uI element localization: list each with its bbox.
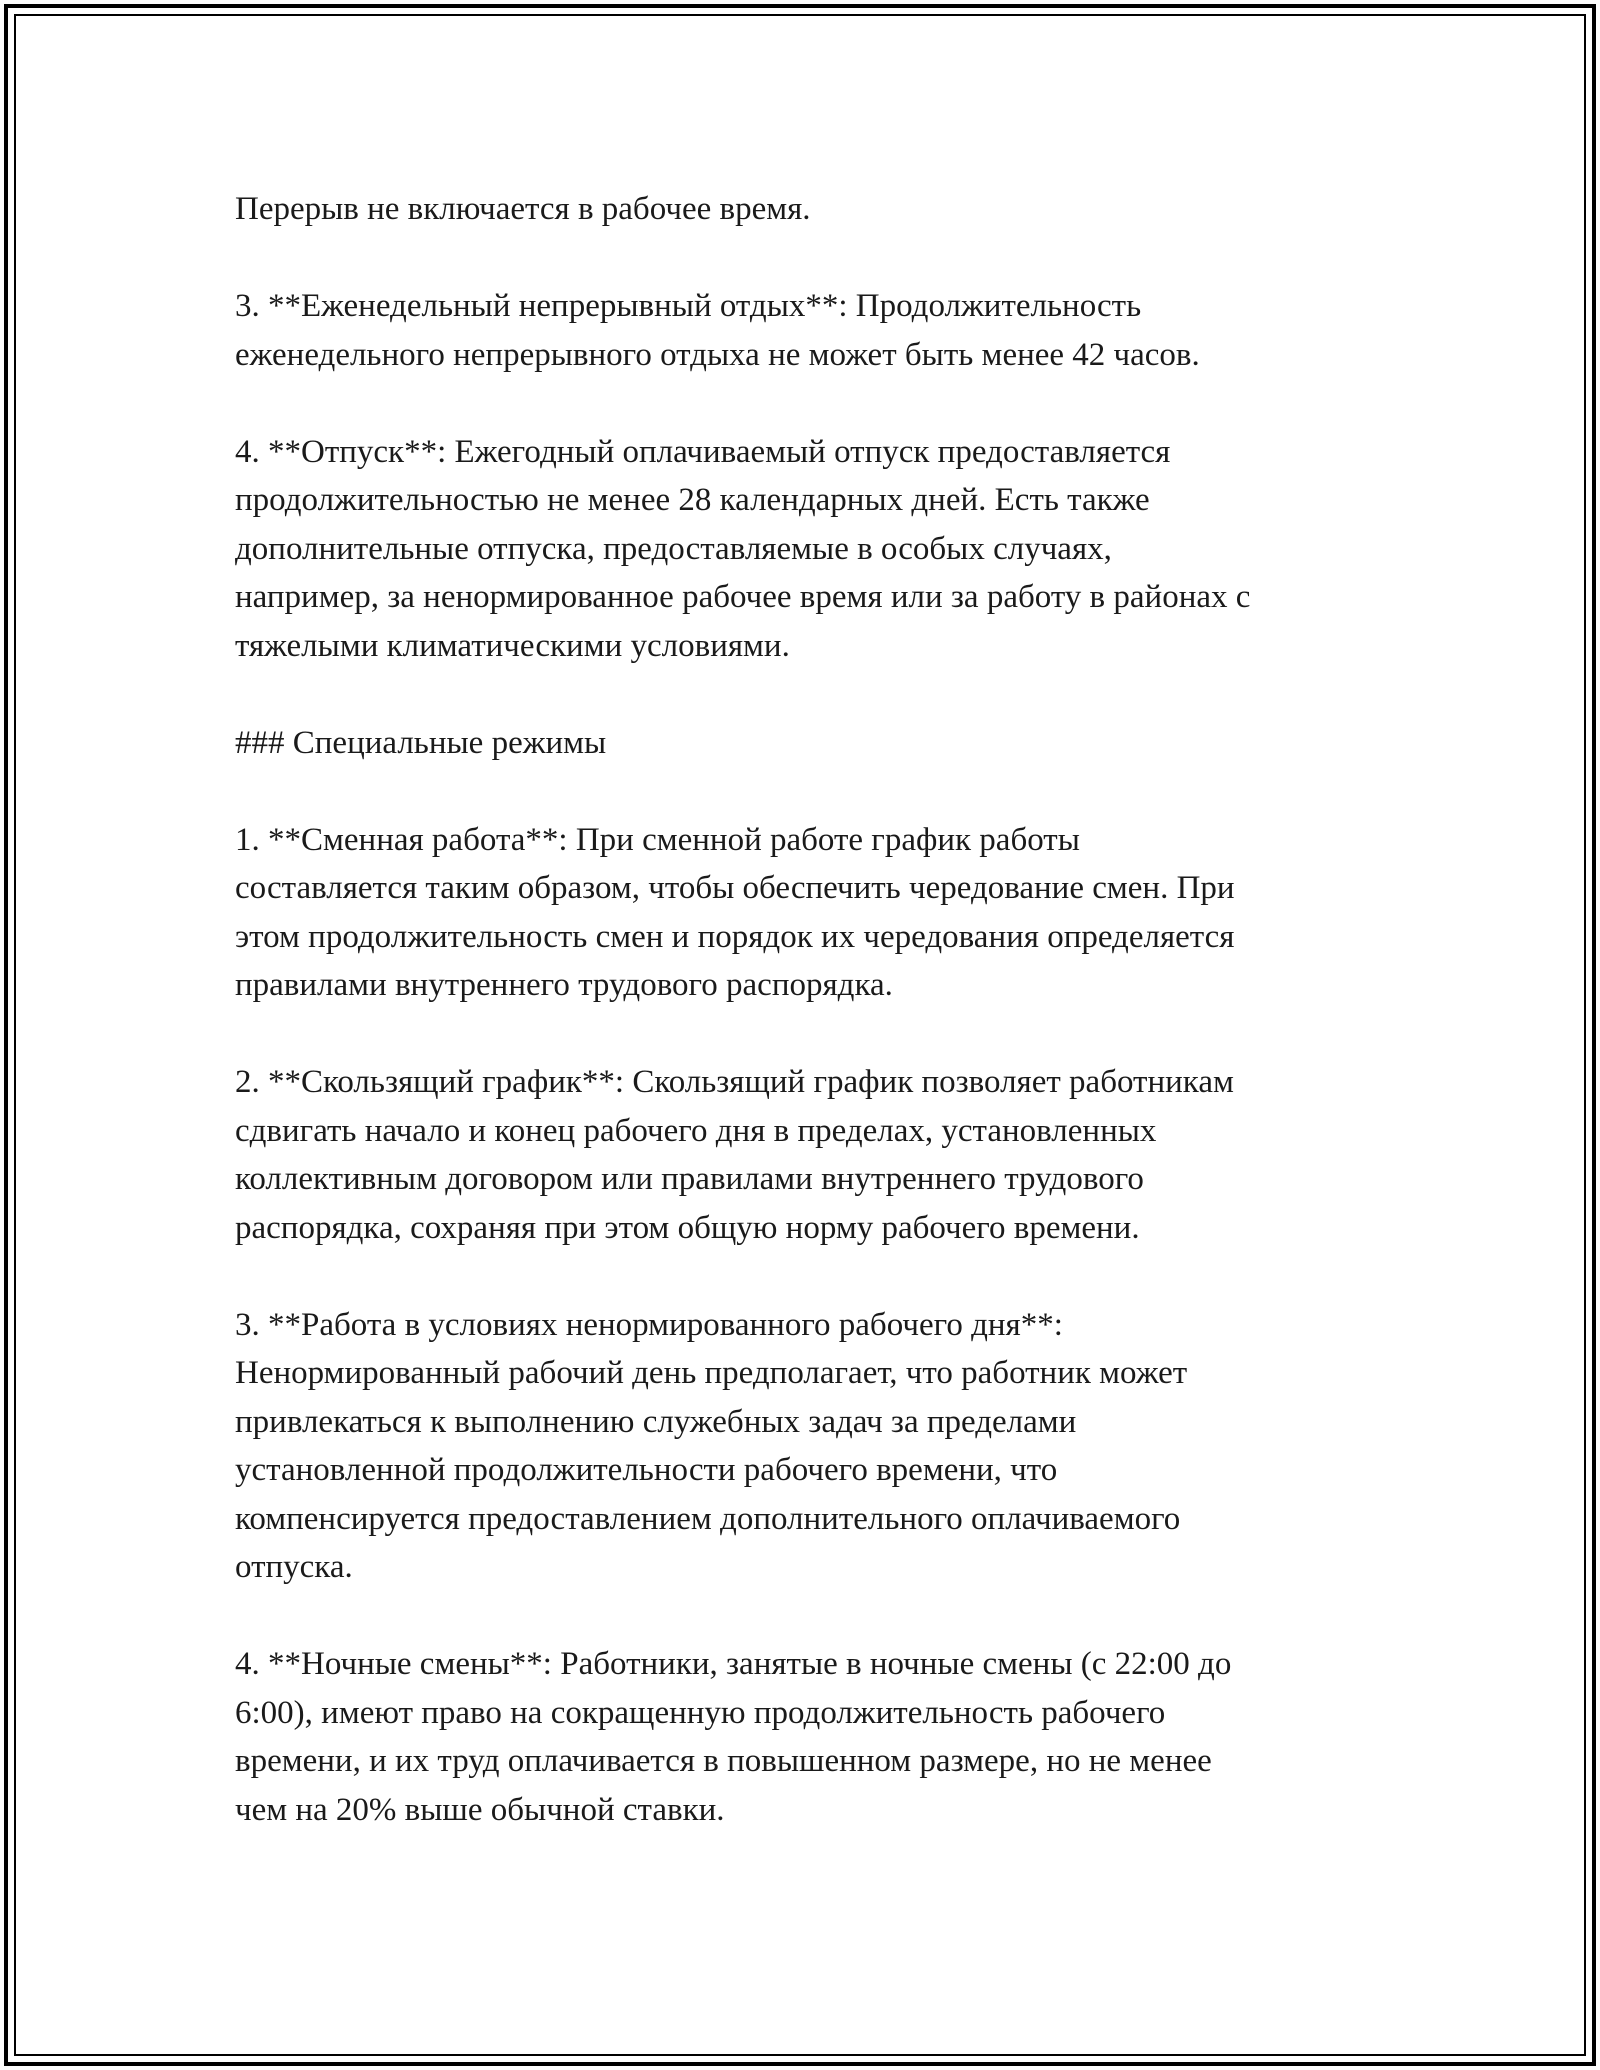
paragraph-break-note: Перерыв не включается в рабочее время.: [235, 191, 811, 227]
section-heading-special-modes: ### Специальные режимы: [235, 724, 607, 761]
paragraph-weekly-rest: 3. **Еженедельный непрерывный отдых**: Продолжительность еженедельного непрерывного отдыха не может быть менее 42 часов.: [235, 288, 1200, 373]
paragraph-flexible-schedule: 2. **Скользящий график**: Скользящий график позволяет работникам сдвигать начало и конец рабочего дня в пределах, установленных коллективным договором или правилами внутреннего трудового распорядка, сохраняя при этом общую норму рабочего времени.: [235, 1064, 1234, 1246]
document-body: [235, 185, 1395, 1883]
paragraph-irregular-hours: 3. **Работа в условиях ненормированного рабочего дня**: Ненормированный рабочий день предполагает, что работник может привлекаться к выполнению служебных задач за пределами установленной продолжительности рабочего времени, что компенсируется предоставлением дополнительного оплачиваемого отпуска.: [235, 1306, 1188, 1585]
paragraph-vacation: 4. **Отпуск**: Ежегодный оплачиваемый отпуск предоставляется продолжительностью не менее 28 календарных дней. Есть также дополнительные отпуска, предоставляемые в особых случаях, например, за ненормированное рабочее время или за работу в районах с тяжелыми климатическими условиями.: [235, 433, 1251, 664]
paragraph-shift-work: 1. **Сменная работа**: При сменной работе график работы составляется таким образом, чтобы обеспечить чередование смен. При этом продолжительность смен и порядок их чередования определяется правилами внутреннего трудового распорядка.: [235, 821, 1235, 1003]
paragraph-night-shifts: 4. **Ночные смены**: Работники, занятые в ночные смены (с 22:00 до 6:00), имеют право на сокращенную продолжительность рабочего времени, и их труд оплачивается в повышенном размере, но не менее чем на 20% выше обычной ставки.: [235, 1646, 1232, 1828]
